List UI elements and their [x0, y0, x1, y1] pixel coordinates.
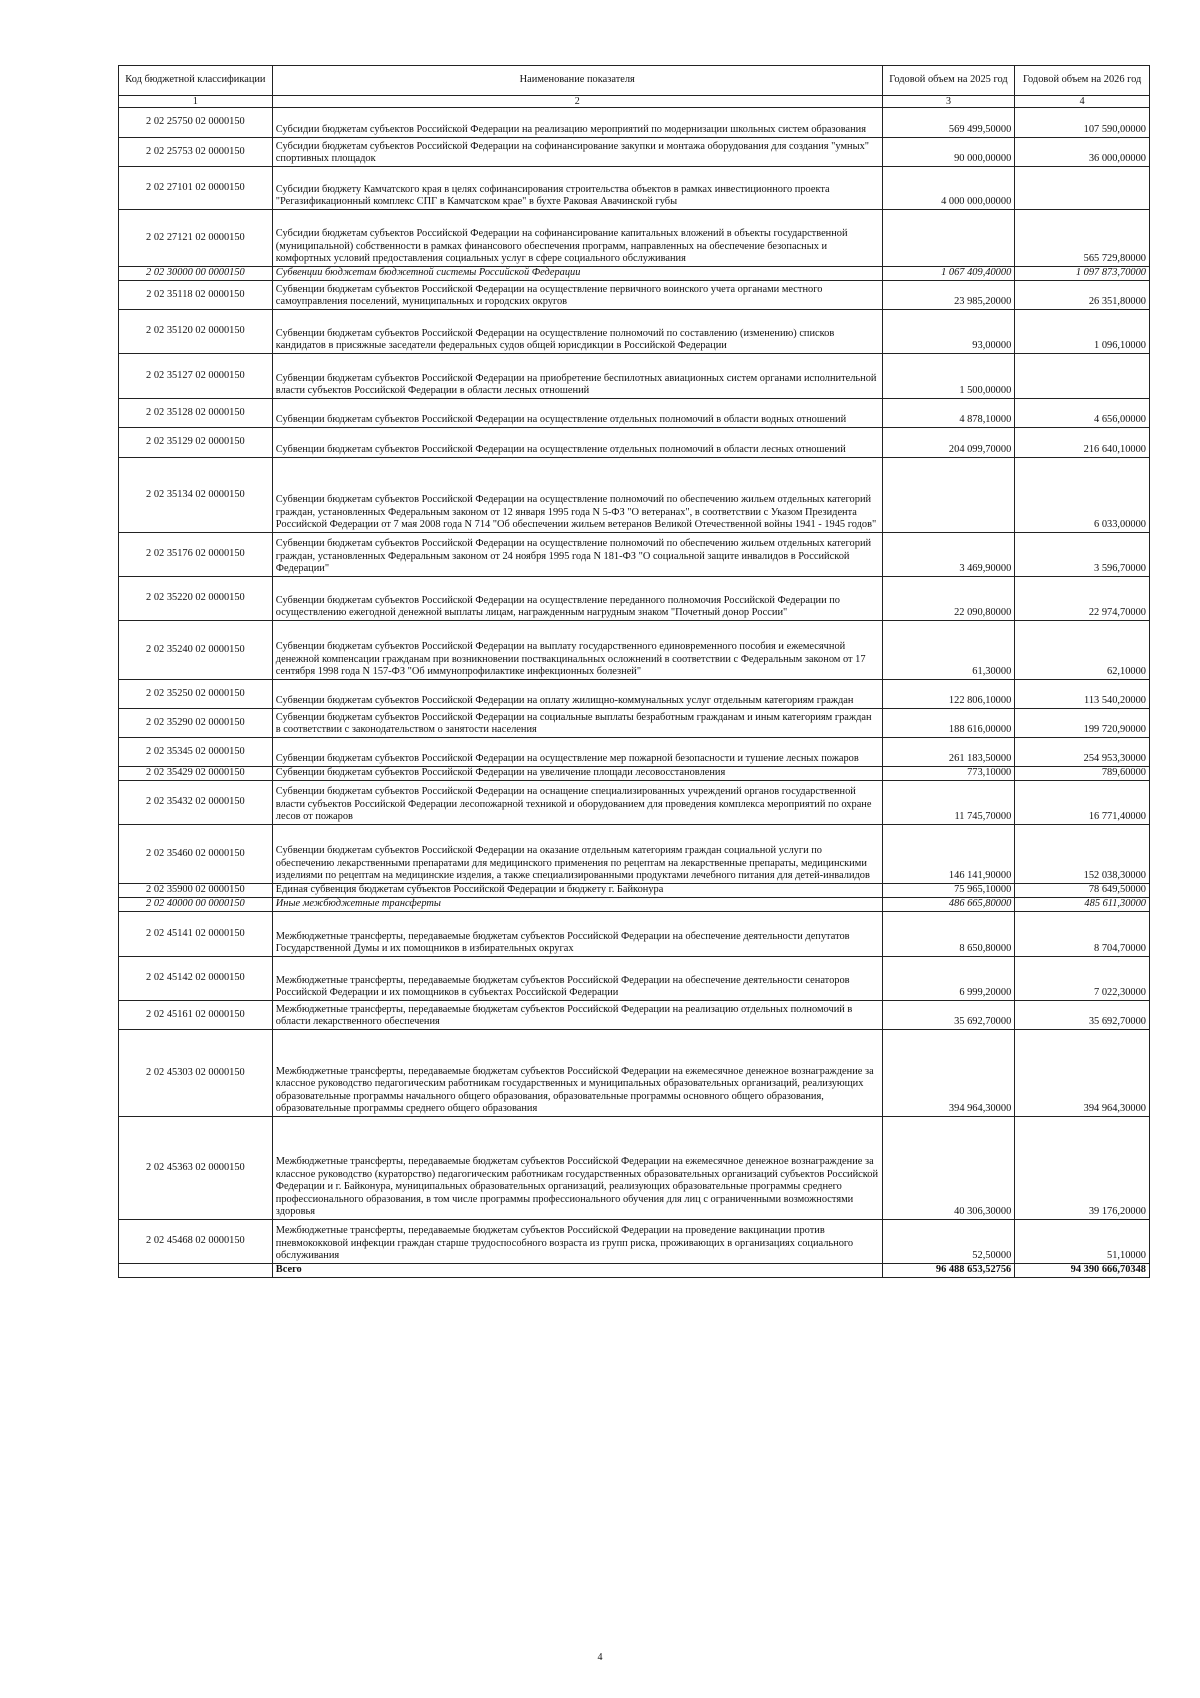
amount-2025-cell: 11 745,70000	[882, 781, 1015, 825]
table-row	[119, 1117, 1150, 1220]
amount-2025-cell: 40 306,30000	[882, 1117, 1015, 1220]
table-row	[119, 709, 1150, 738]
amount-2026-cell: 36 000,00000	[1015, 138, 1150, 167]
header-name: Наименование показателя	[272, 66, 882, 96]
indicator-name-cell: Субвенции бюджетам субъектов Российской Федерации на осуществление полномочий по обеспечению жильем отдельных категорий граждан, установленных Федеральным законом от 12 января 1995 года N 5-ФЗ "О ветеранах", в соответствии с Указом Президента Российской Федерации от 7 мая 2008 года N 714 "Об обеспечении жильем ветеранов Великой Отечественной войны 1941 - 1945 годов"	[272, 458, 882, 533]
budget-code-cell: 2 02 27121 02 0000150	[119, 210, 273, 267]
indicator-name-cell: Субвенции бюджетам субъектов Российской Федерации на осуществление мер пожарной безопасности и тушение лесных пожаров	[272, 738, 882, 767]
amount-2026-cell: 62,10000	[1015, 621, 1150, 680]
amount-2026-cell: 789,60000	[1015, 767, 1150, 781]
budget-code-cell: 2 02 35290 02 0000150	[119, 709, 273, 738]
table-row	[119, 167, 1150, 210]
amount-2026-cell: 94 390 666,70348	[1015, 1264, 1150, 1278]
amount-2026-cell: 113 540,20000	[1015, 680, 1150, 709]
amount-2026-cell: 26 351,80000	[1015, 281, 1150, 310]
indicator-name-cell: Субвенции бюджетам субъектов Российской Федерации на осуществление отдельных полномочий в области лесных отношений	[272, 428, 882, 458]
column-numbers-row	[119, 96, 1150, 108]
indicator-name-cell: Субвенции бюджетам субъектов Российской Федерации на осуществление полномочий по составлению (изменению) списков кандидатов в присяжные заседатели федеральных судов общей юрисдикции в Российской Федерации	[272, 310, 882, 354]
amount-2025-cell: 6 999,20000	[882, 957, 1015, 1001]
amount-2025-cell: 394 964,30000	[882, 1030, 1015, 1117]
indicator-name-cell: Субвенции бюджетам бюджетной системы Российской Федерации	[272, 267, 882, 281]
amount-2025-cell: 22 090,80000	[882, 577, 1015, 621]
budget-code-cell: 2 02 45363 02 0000150	[119, 1117, 273, 1220]
table-row	[119, 1264, 1150, 1278]
budget-code-cell: 2 02 45141 02 0000150	[119, 912, 273, 957]
indicator-name-cell: Межбюджетные трансферты, передаваемые бюджетам субъектов Российской Федерации на обеспечение деятельности депутатов Государственной Думы и их помощников в избирательных округах	[272, 912, 882, 957]
budget-code-cell: 2 02 35118 02 0000150	[119, 281, 273, 310]
budget-code-cell: 2 02 45142 02 0000150	[119, 957, 273, 1001]
amount-2025-cell: 75 965,10000	[882, 884, 1015, 898]
budget-code-cell: 2 02 25753 02 0000150	[119, 138, 273, 167]
amount-2025-cell: 204 099,70000	[882, 428, 1015, 458]
budget-code-cell: 2 02 35128 02 0000150	[119, 399, 273, 428]
amount-2025-cell: 486 665,80000	[882, 898, 1015, 912]
amount-2026-cell: 1 097 873,70000	[1015, 267, 1150, 281]
budget-code-cell: 2 02 35345 02 0000150	[119, 738, 273, 767]
indicator-name-cell: Межбюджетные трансферты, передаваемые бюджетам субъектов Российской Федерации на ежемесячное денежное вознаграждение за классное руководство (кураторство) педагогическим работникам государственных образовательных организаций субъектов Российской Федерации и г. Байконура, муниципальных образовательных организаций, реализующих образовательные программы среднего профессионального образования, в том числе программы профессионального обучения для лиц с ограниченными возможностями здоровья	[272, 1117, 882, 1220]
indicator-name-cell: Единая субвенция бюджетам субъектов Российской Федерации и бюджету г. Байконура	[272, 884, 882, 898]
amount-2026-cell: 216 640,10000	[1015, 428, 1150, 458]
table-row	[119, 354, 1150, 399]
budget-code-cell: 2 02 35429 02 0000150	[119, 767, 273, 781]
amount-2026-cell	[1015, 354, 1150, 399]
budget-code-cell: 2 02 25750 02 0000150	[119, 108, 273, 138]
amount-2025-cell: 122 806,10000	[882, 680, 1015, 709]
amount-2026-cell: 8 704,70000	[1015, 912, 1150, 957]
amount-2025-cell: 3 469,90000	[882, 533, 1015, 577]
amount-2026-cell: 51,10000	[1015, 1220, 1150, 1264]
table-row	[119, 533, 1150, 577]
budget-code-cell: 2 02 35120 02 0000150	[119, 310, 273, 354]
amount-2025-cell: 773,10000	[882, 767, 1015, 781]
indicator-name-cell: Субсидии бюджетам субъектов Российской Федерации на софинансирование закупки и монтажа оборудования для создания "умных" спортивных площадок	[272, 138, 882, 167]
amount-2026-cell: 152 038,30000	[1015, 825, 1150, 884]
indicator-name-cell: Субвенции бюджетам субъектов Российской Федерации на приобретение беспилотных авиационных систем органами исполнительной власти субъектов Российской Федерации в области лесных отношений	[272, 354, 882, 399]
indicator-name-cell: Субвенции бюджетам субъектов Российской Федерации на осуществление первичного воинского учета органами местного самоуправления поселений, муниципальных и городских округов	[272, 281, 882, 310]
budget-code-cell: 2 02 35176 02 0000150	[119, 533, 273, 577]
budget-code-cell: 2 02 40000 00 0000150	[119, 898, 273, 912]
table-row	[119, 267, 1150, 281]
budget-code-cell: 2 02 35134 02 0000150	[119, 458, 273, 533]
amount-2025-cell: 23 985,20000	[882, 281, 1015, 310]
amount-2026-cell: 565 729,80000	[1015, 210, 1150, 267]
amount-2025-cell	[882, 458, 1015, 533]
table-row	[119, 428, 1150, 458]
indicator-name-cell: Межбюджетные трансферты, передаваемые бюджетам субъектов Российской Федерации на ежемесячное денежное вознаграждение за классное руководство педагогическим работникам государственных и муниципальных образовательных организаций, реализующих образовательные программы начального общего образования, образовательные программы основного общего образования, образовательные программы среднего общего образования	[272, 1030, 882, 1117]
header-year-2026: Годовой объем на 2026 год	[1015, 66, 1150, 96]
column-number: 4	[1015, 96, 1150, 108]
table-row	[119, 680, 1150, 709]
table-row	[119, 767, 1150, 781]
amount-2025-cell: 90 000,00000	[882, 138, 1015, 167]
column-number: 3	[882, 96, 1015, 108]
amount-2026-cell: 254 953,30000	[1015, 738, 1150, 767]
amount-2025-cell	[882, 210, 1015, 267]
amount-2025-cell: 96 488 653,52756	[882, 1264, 1015, 1278]
table-row	[119, 281, 1150, 310]
table-row	[119, 884, 1150, 898]
amount-2025-cell: 1 500,00000	[882, 354, 1015, 399]
indicator-name-cell: Субвенции бюджетам субъектов Российской Федерации на осуществление отдельных полномочий в области водных отношений	[272, 399, 882, 428]
table-row	[119, 621, 1150, 680]
amount-2026-cell: 16 771,40000	[1015, 781, 1150, 825]
budget-code-cell: 2 02 35900 02 0000150	[119, 884, 273, 898]
table-row	[119, 912, 1150, 957]
indicator-name-cell: Субвенции бюджетам субъектов Российской Федерации на осуществление переданного полномочия Российской Федерации по осуществлению ежегодной денежной выплаты лицам, награжденным нагрудным знаком "Почетный донор России"	[272, 577, 882, 621]
budget-code-cell: 2 02 35240 02 0000150	[119, 621, 273, 680]
budget-code-cell: 2 02 35129 02 0000150	[119, 428, 273, 458]
indicator-name-cell: Субвенции бюджетам субъектов Российской Федерации на оснащение специализированных учреждений органов государственной власти субъектов Российской Федерации лесопожарной техникой и оборудованием для проведения комплекса мероприятий по охране лесов от пожаров	[272, 781, 882, 825]
amount-2025-cell: 61,30000	[882, 621, 1015, 680]
amount-2025-cell: 261 183,50000	[882, 738, 1015, 767]
indicator-name-cell: Иные межбюджетные трансферты	[272, 898, 882, 912]
indicator-name-cell: Субвенции бюджетам субъектов Российской Федерации на увеличение площади лесовосстановления	[272, 767, 882, 781]
table-row	[119, 1220, 1150, 1264]
budget-code-cell: 2 02 45161 02 0000150	[119, 1001, 273, 1030]
amount-2025-cell: 1 067 409,40000	[882, 267, 1015, 281]
column-number: 2	[272, 96, 882, 108]
indicator-name-cell: Субсидии бюджетам субъектов Российской Федерации на софинансирование капитальных вложений в объекты государственной (муниципальной) собственности в рамках финансового обеспечения программ, направленных на обеспечение безопасных и комфортных условий предоставления социальных услуг в сфере социального обслуживания	[272, 210, 882, 267]
table-header-row	[119, 66, 1150, 96]
header-code: Код бюджетной классификации	[119, 66, 273, 96]
table-row	[119, 898, 1150, 912]
table-row	[119, 957, 1150, 1001]
budget-code-cell: 2 02 45468 02 0000150	[119, 1220, 273, 1264]
indicator-name-cell: Межбюджетные трансферты, передаваемые бюджетам субъектов Российской Федерации на обеспечение деятельности сенаторов Российской Федерации и их помощников в субъектах Российской Федерации	[272, 957, 882, 1001]
indicator-name-cell: Всего	[272, 1264, 882, 1278]
table-row	[119, 738, 1150, 767]
amount-2026-cell: 35 692,70000	[1015, 1001, 1150, 1030]
budget-code-cell	[119, 1264, 273, 1278]
indicator-name-cell: Субвенции бюджетам субъектов Российской Федерации на социальные выплаты безработным гражданам и иным категориям граждан в соответствии с законодательством о занятости населения	[272, 709, 882, 738]
indicator-name-cell: Субвенции бюджетам субъектов Российской Федерации на выплату государственного единовременного пособия и ежемесячной денежной компенсации гражданам при возникновении поствакцинальных осложнений в соответствии с Федеральным законом от 17 сентября 1998 года N 157-ФЗ "Об иммунопрофилактике инфекционных болезней"	[272, 621, 882, 680]
amount-2026-cell: 4 656,00000	[1015, 399, 1150, 428]
amount-2026-cell: 39 176,20000	[1015, 1117, 1150, 1220]
indicator-name-cell: Межбюджетные трансферты, передаваемые бюджетам субъектов Российской Федерации на реализацию отдельных полномочий в области лекарственного обеспечения	[272, 1001, 882, 1030]
amount-2025-cell: 93,00000	[882, 310, 1015, 354]
amount-2026-cell: 1 096,10000	[1015, 310, 1150, 354]
table-row	[119, 825, 1150, 884]
table-body	[119, 108, 1150, 1278]
amount-2026-cell: 6 033,00000	[1015, 458, 1150, 533]
indicator-name-cell: Субвенции бюджетам субъектов Российской Федерации на оплату жилищно-коммунальных услуг отдельным категориям граждан	[272, 680, 882, 709]
table-row	[119, 458, 1150, 533]
amount-2025-cell: 4 000 000,00000	[882, 167, 1015, 210]
amount-2026-cell: 3 596,70000	[1015, 533, 1150, 577]
budget-code-cell: 2 02 45303 02 0000150	[119, 1030, 273, 1117]
amount-2025-cell: 8 650,80000	[882, 912, 1015, 957]
column-number: 1	[119, 96, 273, 108]
indicator-name-cell: Субсидии бюджету Камчатского края в целях софинансирования строительства объектов в рамках инвестиционного проекта "Регазификационный комплекс СПГ в Камчатском крае" в бухте Раковая Авачинской губы	[272, 167, 882, 210]
amount-2025-cell: 569 499,50000	[882, 108, 1015, 138]
table-row	[119, 138, 1150, 167]
budget-table	[118, 65, 1150, 1278]
table-row	[119, 108, 1150, 138]
budget-code-cell: 2 02 35220 02 0000150	[119, 577, 273, 621]
table-row	[119, 1030, 1150, 1117]
amount-2026-cell: 485 611,30000	[1015, 898, 1150, 912]
page-number: 4	[597, 1652, 603, 1663]
table-row	[119, 310, 1150, 354]
budget-code-cell: 2 02 35250 02 0000150	[119, 680, 273, 709]
budget-code-cell: 2 02 35127 02 0000150	[119, 354, 273, 399]
budget-code-cell: 2 02 30000 00 0000150	[119, 267, 273, 281]
indicator-name-cell: Субвенции бюджетам субъектов Российской Федерации на осуществление полномочий по обеспечению жильем отдельных категорий граждан, установленных Федеральным законом от 24 ноября 1995 года N 181-ФЗ "О социальной защите инвалидов в Российской Федерации"	[272, 533, 882, 577]
budget-code-cell: 2 02 35460 02 0000150	[119, 825, 273, 884]
amount-2026-cell: 107 590,00000	[1015, 108, 1150, 138]
amount-2025-cell: 4 878,10000	[882, 399, 1015, 428]
indicator-name-cell: Субсидии бюджетам субъектов Российской Федерации на реализацию мероприятий по модернизации школьных систем образования	[272, 108, 882, 138]
amount-2026-cell: 394 964,30000	[1015, 1030, 1150, 1117]
table-row	[119, 577, 1150, 621]
table-row	[119, 781, 1150, 825]
amount-2026-cell: 22 974,70000	[1015, 577, 1150, 621]
table-row	[119, 1001, 1150, 1030]
amount-2025-cell: 146 141,90000	[882, 825, 1015, 884]
indicator-name-cell: Межбюджетные трансферты, передаваемые бюджетам субъектов Российской Федерации на проведение вакцинации против пневмококковой инфекции граждан старше трудоспособного возраста из групп риска, проживающих в организациях социального обслуживания	[272, 1220, 882, 1264]
amount-2025-cell: 52,50000	[882, 1220, 1015, 1264]
table-row	[119, 399, 1150, 428]
amount-2026-cell: 78 649,50000	[1015, 884, 1150, 898]
amount-2025-cell: 188 616,00000	[882, 709, 1015, 738]
budget-code-cell: 2 02 27101 02 0000150	[119, 167, 273, 210]
amount-2025-cell: 35 692,70000	[882, 1001, 1015, 1030]
indicator-name-cell: Субвенции бюджетам субъектов Российской Федерации на оказание отдельным категориям граждан социальной услуги по обеспечению лекарственными препаратами для медицинского применения по рецептам на лекарственные препараты, медицинскими изделиями по рецептам на медицинские изделия, а также специализированными продуктами лечебного питания для детей-инвалидов	[272, 825, 882, 884]
amount-2026-cell	[1015, 167, 1150, 210]
table-row	[119, 210, 1150, 267]
budget-code-cell: 2 02 35432 02 0000150	[119, 781, 273, 825]
header-year-2025: Годовой объем на 2025 год	[882, 66, 1015, 96]
amount-2026-cell: 7 022,30000	[1015, 957, 1150, 1001]
amount-2026-cell: 199 720,90000	[1015, 709, 1150, 738]
